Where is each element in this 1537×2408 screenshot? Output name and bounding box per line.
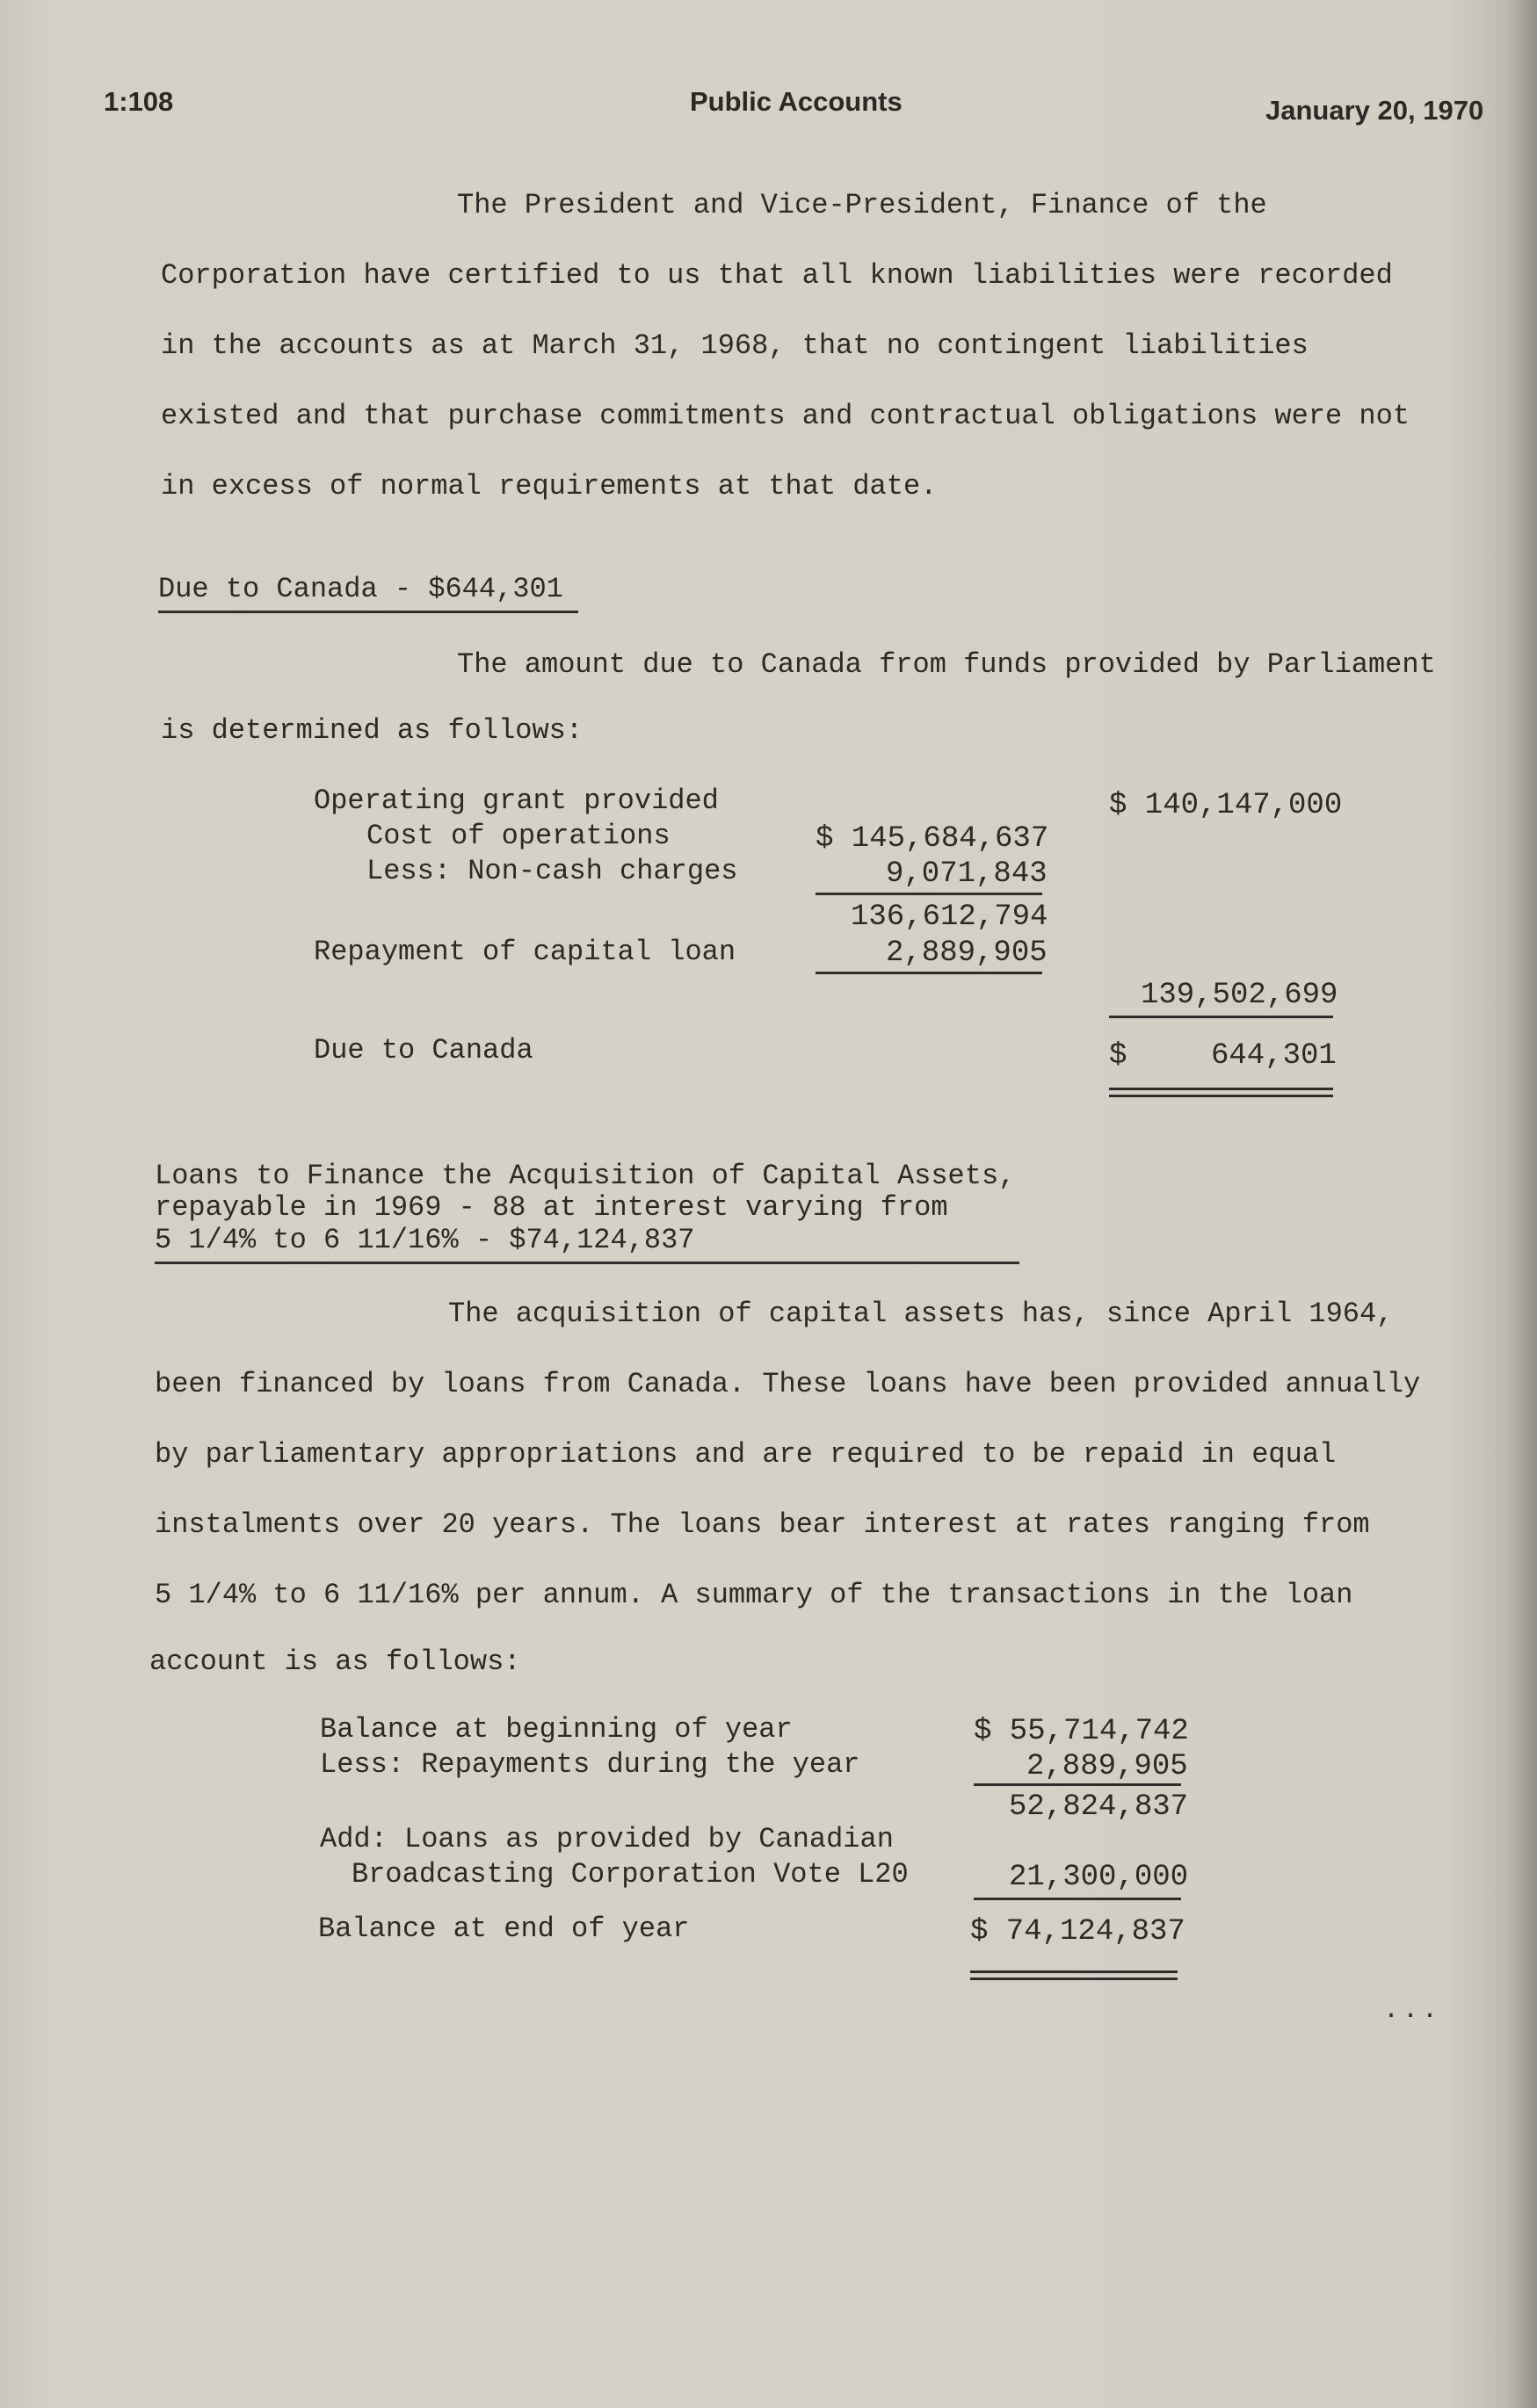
cost-of-operations-label: Cost of operations (366, 820, 671, 852)
page-date: January 20, 1970 (1265, 95, 1484, 126)
loans-paragraph-line: account is as follows: (149, 1645, 521, 1678)
due-to-canada-value: 644,301 (1211, 1039, 1337, 1073)
due-lead-line: The amount due to Canada from funds provided by Parliament (457, 648, 1436, 681)
loans-heading-line: repayable in 1969 - 88 at interest varying from (155, 1191, 948, 1224)
non-cash-charges-label: Less: Non-cash charges (366, 855, 738, 887)
heading-underline (158, 611, 578, 613)
loans-provided-value: 21,300,000 (1009, 1861, 1189, 1894)
balance-beginning-value: $ 55,714,742 (974, 1715, 1189, 1748)
subtotal-rule (974, 1783, 1181, 1786)
loans-paragraph-line: by parliamentary appropriations and are required to be repaid in equal (155, 1438, 1337, 1471)
intro-line: Corporation have certified to us that all known liabilities were recorded (161, 259, 1393, 292)
subtotal-value: 136,612,794 (851, 900, 1048, 934)
operating-grant-total: $ 140,147,000 (1109, 789, 1343, 822)
loans-paragraph-line: instalments over 20 years. The loans bear interest at rates ranging from (155, 1508, 1370, 1541)
loans-provided-label: Broadcasting Corporation Vote L20 (352, 1858, 909, 1891)
continuation-dots: ... (1383, 1996, 1442, 2026)
balance-end-value: $ 74,124,837 (970, 1915, 1185, 1949)
loans-paragraph-line: been financed by loans from Canada. These loans have been provided annually (155, 1368, 1421, 1400)
loans-heading-line: Loans to Finance the Acquisition of Capital Assets, (155, 1160, 1016, 1192)
page-title: Public Accounts (690, 86, 903, 117)
cost-of-operations-value: $ 145,684,637 (816, 822, 1049, 856)
capital-loan-repayment-value: 2,889,905 (886, 936, 1048, 970)
balance-end-label: Balance at end of year (318, 1913, 690, 1945)
deduction-total-value: 139,502,699 (1141, 979, 1338, 1012)
subtotal-rule (816, 893, 1042, 895)
operating-grant-label: Operating grant provided (314, 785, 719, 817)
total-rule (1109, 1016, 1333, 1018)
subtotal-rule (816, 972, 1042, 974)
page-number: 1:108 (104, 86, 174, 117)
loans-paragraph-line: The acquisition of capital assets has, since April 1964, (448, 1298, 1394, 1330)
due-to-canada-heading: Due to Canada - $644,301 (158, 573, 563, 605)
capital-loan-repayment-label: Repayment of capital loan (314, 936, 736, 968)
due-dollar-sign: $ (1109, 1039, 1127, 1073)
double-rule-bottom (970, 1978, 1178, 1980)
repayments-label: Less: Repayments during the year (320, 1748, 860, 1781)
subtotal-rule (974, 1898, 1181, 1900)
loans-heading-underline (155, 1262, 1019, 1264)
balance-beginning-label: Balance at beginning of year (320, 1713, 793, 1746)
non-cash-charges-value: 9,071,843 (886, 857, 1048, 891)
double-rule-top (970, 1971, 1178, 1973)
intro-line: The President and Vice-President, Finance of the (457, 189, 1267, 221)
repayments-value: 2,889,905 (1026, 1750, 1188, 1783)
double-rule-top (1109, 1088, 1333, 1090)
intro-line: in excess of normal requirements at that date. (161, 470, 938, 503)
intro-line: in the accounts as at March 31, 1968, that no contingent liabilities (161, 329, 1309, 362)
loans-provided-label: Add: Loans as provided by Canadian (320, 1823, 894, 1855)
net-balance-value: 52,824,837 (1009, 1790, 1189, 1824)
intro-line: existed and that purchase commitments and contractual obligations were not (161, 400, 1410, 432)
double-rule-bottom (1109, 1095, 1333, 1097)
loans-heading-line: 5 1/4% to 6 11/16% - $74,124,837 (155, 1224, 695, 1256)
loans-paragraph-line: 5 1/4% to 6 11/16% per annum. A summary of the transactions in the loan (155, 1579, 1353, 1611)
due-lead-line: is determined as follows: (161, 714, 584, 747)
due-to-canada-label: Due to Canada (314, 1034, 533, 1067)
